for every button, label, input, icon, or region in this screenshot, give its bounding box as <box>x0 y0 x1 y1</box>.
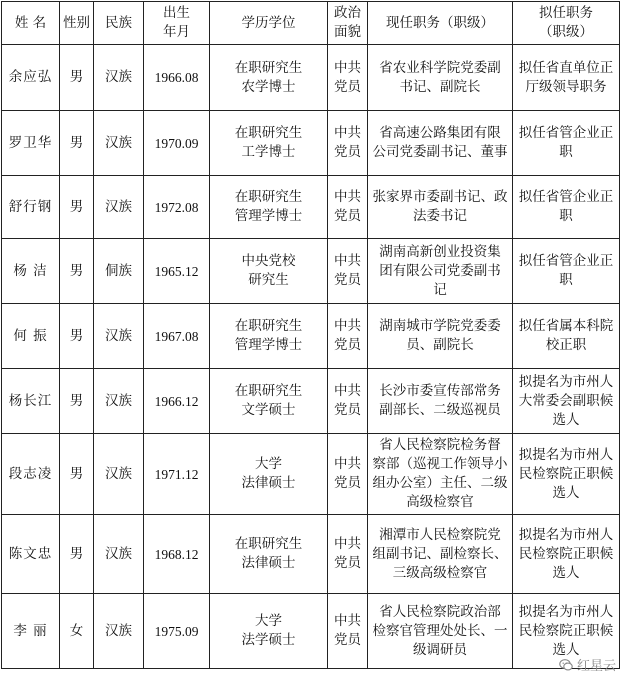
cell-birth: 1966.08 <box>144 45 210 111</box>
cell-ethnicity: 汉族 <box>94 369 144 434</box>
candidate-table <box>1 1 620 669</box>
cell-name: 何 振 <box>2 304 60 369</box>
cell-gender: 男 <box>60 304 94 369</box>
cell-name: 段志凌 <box>2 434 60 515</box>
table-row <box>2 434 620 515</box>
cell-birth: 1966.12 <box>144 369 210 434</box>
table-row <box>2 594 620 669</box>
cell-name: 陈文忠 <box>2 515 60 594</box>
cell-name: 罗卫华 <box>2 111 60 176</box>
cell-political: 中共 党员 <box>328 111 368 176</box>
cell-ethnicity: 汉族 <box>94 111 144 176</box>
cell-current-position: 湖南城市学院党委委 员、副院长 <box>368 304 513 369</box>
cell-political: 中共 党员 <box>328 239 368 304</box>
cell-current-position: 省人民检察院检务督 察部（巡视工作领导小 组办公室）主任、二级 高级检察官 <box>368 434 513 515</box>
header-row <box>2 2 620 45</box>
cell-education: 在职研究生 农学博士 <box>210 45 328 111</box>
header-ethnicity: 民族 <box>94 2 144 45</box>
cell-name: 杨长江 <box>2 369 60 434</box>
cell-education: 在职研究生 工学博士 <box>210 111 328 176</box>
cell-proposed-position: 拟提名为市州人 民检察院正职候 选人 <box>513 434 620 515</box>
cell-birth: 1975.09 <box>144 594 210 669</box>
table-row <box>2 111 620 176</box>
cell-political: 中共 党员 <box>328 434 368 515</box>
cell-education: 在职研究生 管理学博士 <box>210 304 328 369</box>
cell-gender: 男 <box>60 176 94 239</box>
cell-name: 李 丽 <box>2 594 60 669</box>
cell-name: 舒行钢 <box>2 176 60 239</box>
cell-birth: 1968.12 <box>144 515 210 594</box>
cell-birth: 1972.08 <box>144 176 210 239</box>
cell-proposed-position: 拟提名为市州人 民检察院正职候 选人 <box>513 515 620 594</box>
cell-current-position: 长沙市委宣传部常务 副部长、二级巡视员 <box>368 369 513 434</box>
cell-birth: 1971.12 <box>144 434 210 515</box>
table-row <box>2 304 620 369</box>
cell-gender: 男 <box>60 239 94 304</box>
cell-proposed-position: 拟任省管企业正 职 <box>513 239 620 304</box>
cell-current-position: 省高速公路集团有限 公司党委副书记、董事 <box>368 111 513 176</box>
header-name: 姓 名 <box>2 2 60 45</box>
cell-current-position: 张家界市委副书记、政 法委书记 <box>368 176 513 239</box>
cell-political: 中共 党员 <box>328 515 368 594</box>
cell-education: 在职研究生 管理学博士 <box>210 176 328 239</box>
cell-current-position: 省农业科学院党委副 书记、副院长 <box>368 45 513 111</box>
table-row <box>2 45 620 111</box>
cell-political: 中共 党员 <box>328 45 368 111</box>
cell-gender: 男 <box>60 45 94 111</box>
cell-ethnicity: 汉族 <box>94 45 144 111</box>
cell-education: 在职研究生 文学硕士 <box>210 369 328 434</box>
cell-political: 中共 党员 <box>328 369 368 434</box>
cell-current-position: 湖南高新创业投资集 团有限公司党委副书 记 <box>368 239 513 304</box>
cell-education: 中央党校 研究生 <box>210 239 328 304</box>
header-political: 政治 面貌 <box>328 2 368 45</box>
cell-birth: 1965.12 <box>144 239 210 304</box>
cell-ethnicity: 汉族 <box>94 594 144 669</box>
cell-gender: 男 <box>60 515 94 594</box>
cell-ethnicity: 汉族 <box>94 304 144 369</box>
cell-current-position: 省人民检察院政治部 检察官管理处处长、一 级调研员 <box>368 594 513 669</box>
watermark <box>559 655 616 674</box>
cell-name: 杨 洁 <box>2 239 60 304</box>
watermark-text: 红星云 <box>576 659 616 674</box>
header-gender: 性别 <box>60 2 94 45</box>
cell-proposed-position: 拟任省属本科院 校正职 <box>513 304 620 369</box>
cell-education: 在职研究生 法律硕士 <box>210 515 328 594</box>
cell-gender: 男 <box>60 111 94 176</box>
cell-political: 中共 党员 <box>328 594 368 669</box>
cell-proposed-position: 拟任省管企业正 职 <box>513 111 620 176</box>
cell-birth: 1967.08 <box>144 304 210 369</box>
cell-birth: 1970.09 <box>144 111 210 176</box>
wechat-bubble-icon <box>559 658 573 672</box>
cell-ethnicity: 侗族 <box>94 239 144 304</box>
cell-gender: 男 <box>60 369 94 434</box>
cell-ethnicity: 汉族 <box>94 176 144 239</box>
cell-political: 中共 党员 <box>328 176 368 239</box>
cell-proposed-position: 拟提名为市州人 大常委会副职候 选人 <box>513 369 620 434</box>
cell-proposed-position: 拟任省直单位正 厅级领导职务 <box>513 45 620 111</box>
table-row <box>2 239 620 304</box>
cell-proposed-position: 拟任省管企业正 职 <box>513 176 620 239</box>
cell-political: 中共 党员 <box>328 304 368 369</box>
header-birth: 出生 年月 <box>144 2 210 45</box>
cell-education: 大学 法学硕士 <box>210 594 328 669</box>
table-row <box>2 176 620 239</box>
header-education: 学历学位 <box>210 2 328 45</box>
cell-proposed-position: 拟提名为市州人 民检察院正职候 选人 <box>513 594 620 669</box>
table-row <box>2 515 620 594</box>
cell-name: 余应弘 <box>2 45 60 111</box>
cell-gender: 男 <box>60 434 94 515</box>
cell-current-position: 湘潭市人民检察院党 组副书记、副检察长、 三级高级检察官 <box>368 515 513 594</box>
cell-education: 大学 法律硕士 <box>210 434 328 515</box>
cell-ethnicity: 汉族 <box>94 434 144 515</box>
header-proposed-position: 拟任职务 （职级） <box>513 2 620 45</box>
cell-gender: 女 <box>60 594 94 669</box>
cell-ethnicity: 汉族 <box>94 515 144 594</box>
header-current-position: 现任职务（职级） <box>368 2 513 45</box>
table-row <box>2 369 620 434</box>
